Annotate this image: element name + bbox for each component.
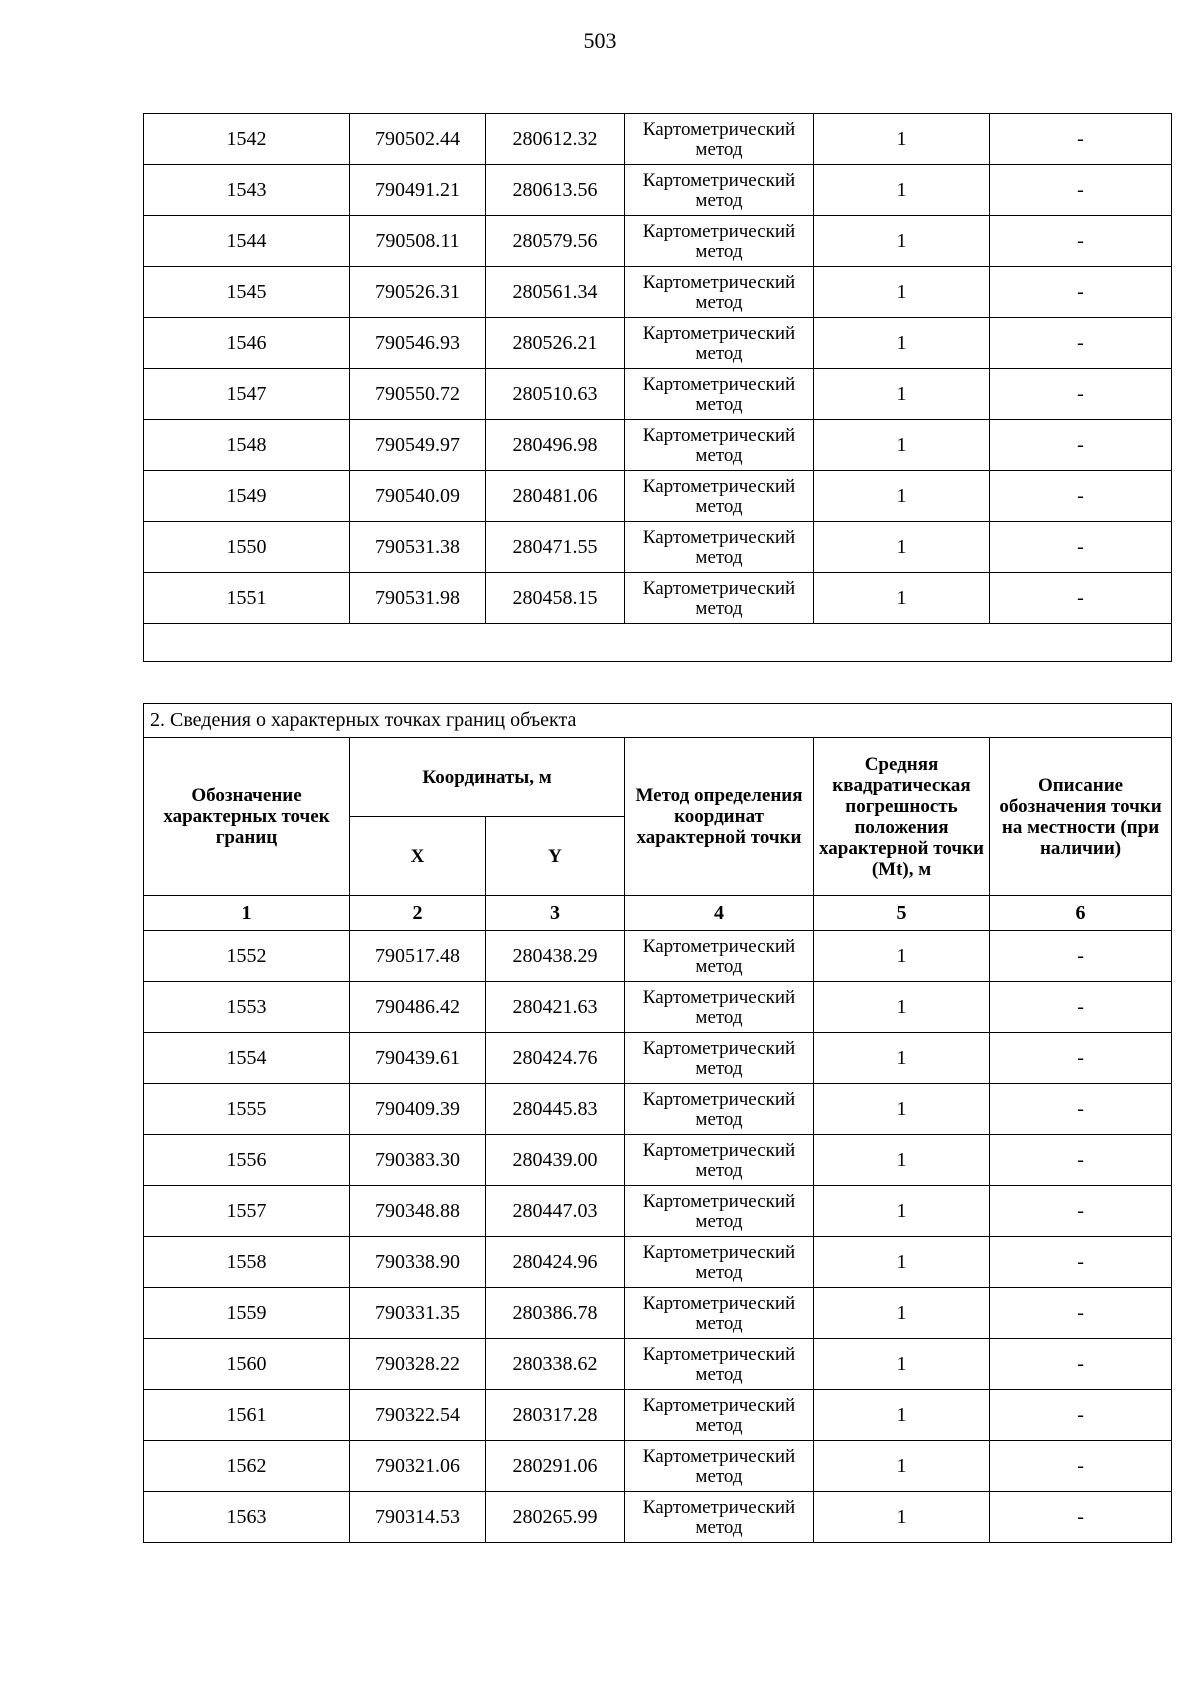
point-id-cell: 1562 bbox=[144, 1441, 350, 1492]
column-number-row bbox=[144, 896, 1172, 931]
description-cell: - bbox=[990, 1441, 1172, 1492]
x-coordinate-cell: 790321.06 bbox=[350, 1441, 486, 1492]
point-id-cell: 1552 bbox=[144, 931, 350, 982]
point-id-cell: 1544 bbox=[144, 216, 350, 267]
column-number: 2 bbox=[350, 896, 486, 931]
description-cell: - bbox=[990, 318, 1172, 369]
method-cell: Картометрический метод bbox=[625, 1186, 814, 1237]
empty-row bbox=[144, 624, 1172, 662]
header-y: Y bbox=[486, 817, 625, 896]
header-row bbox=[144, 738, 1172, 817]
method-cell: Картометрический метод bbox=[625, 1084, 814, 1135]
y-coordinate-cell: 280439.00 bbox=[486, 1135, 625, 1186]
point-id-cell: 1546 bbox=[144, 318, 350, 369]
description-cell: - bbox=[990, 471, 1172, 522]
method-cell: Картометрический метод bbox=[625, 267, 814, 318]
error-cell: 1 bbox=[814, 1135, 990, 1186]
method-cell: Картометрический метод bbox=[625, 471, 814, 522]
point-id-cell: 1547 bbox=[144, 369, 350, 420]
method-cell: Картометрический метод bbox=[625, 1492, 814, 1543]
page-number: 503 bbox=[583, 28, 617, 53]
table-row bbox=[144, 318, 1172, 369]
error-cell: 1 bbox=[814, 369, 990, 420]
error-cell: 1 bbox=[814, 1492, 990, 1543]
description-cell: - bbox=[990, 114, 1172, 165]
x-coordinate-cell: 790491.21 bbox=[350, 165, 486, 216]
table-row bbox=[144, 1186, 1172, 1237]
method-cell: Картометрический метод bbox=[625, 114, 814, 165]
y-coordinate-cell: 280612.32 bbox=[486, 114, 625, 165]
description-cell: - bbox=[990, 1288, 1172, 1339]
y-coordinate-cell: 280445.83 bbox=[486, 1084, 625, 1135]
method-cell: Картометрический метод bbox=[625, 1390, 814, 1441]
y-coordinate-cell: 280561.34 bbox=[486, 267, 625, 318]
point-id-cell: 1556 bbox=[144, 1135, 350, 1186]
table-row bbox=[144, 420, 1172, 471]
y-coordinate-cell: 280424.96 bbox=[486, 1237, 625, 1288]
description-cell: - bbox=[990, 1186, 1172, 1237]
x-coordinate-cell: 790486.42 bbox=[350, 982, 486, 1033]
table-row bbox=[144, 982, 1172, 1033]
error-cell: 1 bbox=[814, 1186, 990, 1237]
y-coordinate-cell: 280265.99 bbox=[486, 1492, 625, 1543]
x-coordinate-cell: 790314.53 bbox=[350, 1492, 486, 1543]
table-row bbox=[144, 573, 1172, 624]
x-coordinate-cell: 790331.35 bbox=[350, 1288, 486, 1339]
point-id-cell: 1549 bbox=[144, 471, 350, 522]
x-coordinate-cell: 790409.39 bbox=[350, 1084, 486, 1135]
error-cell: 1 bbox=[814, 1033, 990, 1084]
empty-cell bbox=[144, 624, 1172, 662]
error-cell: 1 bbox=[814, 1288, 990, 1339]
error-cell: 1 bbox=[814, 420, 990, 471]
point-id-cell: 1557 bbox=[144, 1186, 350, 1237]
error-cell: 1 bbox=[814, 216, 990, 267]
y-coordinate-cell: 280496.98 bbox=[486, 420, 625, 471]
description-cell: - bbox=[990, 1135, 1172, 1186]
header-coordinates: Координаты, м bbox=[350, 738, 625, 817]
y-coordinate-cell: 280579.56 bbox=[486, 216, 625, 267]
boundary-points-table-continued bbox=[143, 113, 1172, 662]
table-row bbox=[144, 1288, 1172, 1339]
method-cell: Картометрический метод bbox=[625, 1237, 814, 1288]
column-number: 3 bbox=[486, 896, 625, 931]
x-coordinate-cell: 790546.93 bbox=[350, 318, 486, 369]
table-row bbox=[144, 1339, 1172, 1390]
method-cell: Картометрический метод bbox=[625, 1288, 814, 1339]
table-row bbox=[144, 1135, 1172, 1186]
point-id-cell: 1543 bbox=[144, 165, 350, 216]
description-cell: - bbox=[990, 1033, 1172, 1084]
x-coordinate-cell: 790338.90 bbox=[350, 1237, 486, 1288]
point-id-cell: 1558 bbox=[144, 1237, 350, 1288]
description-cell: - bbox=[990, 931, 1172, 982]
table-row bbox=[144, 1237, 1172, 1288]
error-cell: 1 bbox=[814, 114, 990, 165]
x-coordinate-cell: 790328.22 bbox=[350, 1339, 486, 1390]
table-row bbox=[144, 1033, 1172, 1084]
point-id-cell: 1554 bbox=[144, 1033, 350, 1084]
y-coordinate-cell: 280458.15 bbox=[486, 573, 625, 624]
x-coordinate-cell: 790517.48 bbox=[350, 931, 486, 982]
x-coordinate-cell: 790540.09 bbox=[350, 471, 486, 522]
y-coordinate-cell: 280526.21 bbox=[486, 318, 625, 369]
column-number: 1 bbox=[144, 896, 350, 931]
table-row bbox=[144, 1492, 1172, 1543]
error-cell: 1 bbox=[814, 267, 990, 318]
description-cell: - bbox=[990, 982, 1172, 1033]
description-cell: - bbox=[990, 1390, 1172, 1441]
x-coordinate-cell: 790348.88 bbox=[350, 1186, 486, 1237]
bottom-table-body bbox=[144, 931, 1172, 1543]
y-coordinate-cell: 280291.06 bbox=[486, 1441, 625, 1492]
method-cell: Картометрический метод bbox=[625, 318, 814, 369]
error-cell: 1 bbox=[814, 165, 990, 216]
y-coordinate-cell: 280510.63 bbox=[486, 369, 625, 420]
x-coordinate-cell: 790502.44 bbox=[350, 114, 486, 165]
x-coordinate-cell: 790549.97 bbox=[350, 420, 486, 471]
point-id-cell: 1545 bbox=[144, 267, 350, 318]
header-x: X bbox=[350, 817, 486, 896]
description-cell: - bbox=[990, 1339, 1172, 1390]
error-cell: 1 bbox=[814, 1237, 990, 1288]
column-number: 6 bbox=[990, 896, 1172, 931]
method-cell: Картометрический метод bbox=[625, 573, 814, 624]
x-coordinate-cell: 790439.61 bbox=[350, 1033, 486, 1084]
header-description: Описание обозначения точки на местности (при наличии) bbox=[990, 738, 1172, 896]
table-row bbox=[144, 1084, 1172, 1135]
method-cell: Картометрический метод bbox=[625, 420, 814, 471]
x-coordinate-cell: 790531.98 bbox=[350, 573, 486, 624]
description-cell: - bbox=[990, 522, 1172, 573]
y-coordinate-cell: 280481.06 bbox=[486, 471, 625, 522]
table-row bbox=[144, 267, 1172, 318]
header-error: Средняя квадратическая погрешность положения характерной точки (Mt), м bbox=[814, 738, 990, 896]
description-cell: - bbox=[990, 369, 1172, 420]
point-id-cell: 1553 bbox=[144, 982, 350, 1033]
description-cell: - bbox=[990, 573, 1172, 624]
description-cell: - bbox=[990, 1492, 1172, 1543]
table-row bbox=[144, 114, 1172, 165]
table-row bbox=[144, 522, 1172, 573]
method-cell: Картометрический метод bbox=[625, 522, 814, 573]
method-cell: Картометрический метод bbox=[625, 1441, 814, 1492]
description-cell: - bbox=[990, 1237, 1172, 1288]
point-id-cell: 1548 bbox=[144, 420, 350, 471]
header-method: Метод определения координат характерной точки bbox=[625, 738, 814, 896]
y-coordinate-cell: 280438.29 bbox=[486, 931, 625, 982]
point-id-cell: 1555 bbox=[144, 1084, 350, 1135]
column-number: 5 bbox=[814, 896, 990, 931]
x-coordinate-cell: 790508.11 bbox=[350, 216, 486, 267]
point-id-cell: 1550 bbox=[144, 522, 350, 573]
point-id-cell: 1560 bbox=[144, 1339, 350, 1390]
method-cell: Картометрический метод bbox=[625, 165, 814, 216]
table-row bbox=[144, 931, 1172, 982]
table-row bbox=[144, 1441, 1172, 1492]
description-cell: - bbox=[990, 1084, 1172, 1135]
y-coordinate-cell: 280386.78 bbox=[486, 1288, 625, 1339]
boundary-points-table bbox=[143, 703, 1172, 1543]
y-coordinate-cell: 280338.62 bbox=[486, 1339, 625, 1390]
error-cell: 1 bbox=[814, 1441, 990, 1492]
table-row bbox=[144, 165, 1172, 216]
error-cell: 1 bbox=[814, 982, 990, 1033]
description-cell: - bbox=[990, 267, 1172, 318]
caption-row bbox=[144, 704, 1172, 738]
x-coordinate-cell: 790550.72 bbox=[350, 369, 486, 420]
header-designation: Обозначение характерных точек границ bbox=[144, 738, 350, 896]
method-cell: Картометрический метод bbox=[625, 369, 814, 420]
error-cell: 1 bbox=[814, 522, 990, 573]
y-coordinate-cell: 280317.28 bbox=[486, 1390, 625, 1441]
description-cell: - bbox=[990, 420, 1172, 471]
x-coordinate-cell: 790531.38 bbox=[350, 522, 486, 573]
method-cell: Картометрический метод bbox=[625, 1135, 814, 1186]
point-id-cell: 1559 bbox=[144, 1288, 350, 1339]
method-cell: Картометрический метод bbox=[625, 1033, 814, 1084]
table-row bbox=[144, 471, 1172, 522]
table-caption: 2. Сведения о характерных точках границ объекта bbox=[144, 704, 1172, 738]
x-coordinate-cell: 790322.54 bbox=[350, 1390, 486, 1441]
method-cell: Картометрический метод bbox=[625, 982, 814, 1033]
top-table-body bbox=[144, 114, 1172, 624]
method-cell: Картометрический метод bbox=[625, 931, 814, 982]
error-cell: 1 bbox=[814, 318, 990, 369]
column-number: 4 bbox=[625, 896, 814, 931]
y-coordinate-cell: 280421.63 bbox=[486, 982, 625, 1033]
description-cell: - bbox=[990, 216, 1172, 267]
error-cell: 1 bbox=[814, 1084, 990, 1135]
point-id-cell: 1563 bbox=[144, 1492, 350, 1543]
table-row bbox=[144, 216, 1172, 267]
error-cell: 1 bbox=[814, 1390, 990, 1441]
error-cell: 1 bbox=[814, 1339, 990, 1390]
error-cell: 1 bbox=[814, 573, 990, 624]
y-coordinate-cell: 280471.55 bbox=[486, 522, 625, 573]
y-coordinate-cell: 280613.56 bbox=[486, 165, 625, 216]
description-cell: - bbox=[990, 165, 1172, 216]
point-id-cell: 1561 bbox=[144, 1390, 350, 1441]
table-row bbox=[144, 1390, 1172, 1441]
y-coordinate-cell: 280447.03 bbox=[486, 1186, 625, 1237]
error-cell: 1 bbox=[814, 471, 990, 522]
method-cell: Картометрический метод bbox=[625, 216, 814, 267]
table-row bbox=[144, 369, 1172, 420]
error-cell: 1 bbox=[814, 931, 990, 982]
method-cell: Картометрический метод bbox=[625, 1339, 814, 1390]
y-coordinate-cell: 280424.76 bbox=[486, 1033, 625, 1084]
x-coordinate-cell: 790383.30 bbox=[350, 1135, 486, 1186]
x-coordinate-cell: 790526.31 bbox=[350, 267, 486, 318]
point-id-cell: 1542 bbox=[144, 114, 350, 165]
point-id-cell: 1551 bbox=[144, 573, 350, 624]
